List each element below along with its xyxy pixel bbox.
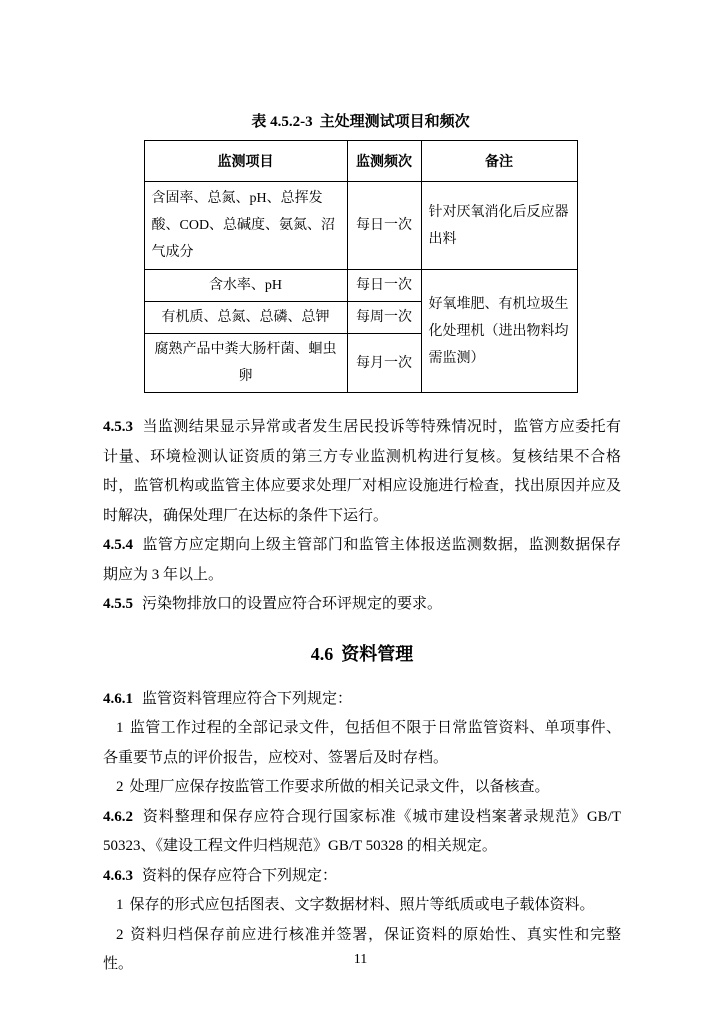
clause-text: 监管资料管理应符合下列规定： [142,690,353,707]
clause-text: 当监测结果显示异常或者发生居民投诉等特殊情况时，监管方应委托有计量、环境检测认证资质的第三方专业监测机构进行复核。复核结果不合格时，监管机构或监管主体应要求处理厂对相应设施进行检查，找出原因并应及时解决，确保处理厂在达标的条件下运行。 [103,419,621,524]
table-number: 表 4.5.2-3 [251,114,313,130]
clause-number: 4.5.5 [103,596,133,612]
table-title [0,0,721,132]
clause-4.6.3-item-1 [103,891,621,921]
clause-number: 4.5.4 [103,537,133,553]
cell-note: 针对厌氧消化后反应器出料 [421,182,577,270]
clause-number: 4.6.2 [103,808,133,825]
clause-4.5.4 [103,531,621,590]
column-header-note: 备注 [421,141,577,182]
column-header-frequency: 监测频次 [347,141,421,182]
clause-text: 污染物排放口的设置应符合环评规定的要求。 [142,596,443,612]
clause-number: 4.5.3 [103,419,133,435]
clause-4.6.3 [103,862,621,892]
clause-4.5.3 [103,413,621,531]
section-heading-4.6 [103,639,621,669]
clause-4.6.1-item-2 [103,773,621,803]
table-row [144,270,577,302]
clause-number: 4.6.3 [103,867,133,884]
cell-item: 含水率、pH [144,270,347,302]
item-text: 资料归档保存前应进行核准并签署，保证资料的原始性、真实性和完整性。 [103,926,621,972]
cell-frequency: 每月一次 [347,334,421,393]
clause-4.6.3-item-2 [103,921,621,980]
item-text: 处理厂应保存按监管工作要求所做的相关记录文件，以备核查。 [129,779,550,795]
clause-text: 资料的保存应符合下列规定： [142,867,338,884]
section-number: 4.6 [310,643,334,664]
cell-note-merged: 好氧堆肥、有机垃圾生化处理机（进出物料均需监测） [421,270,577,393]
clause-number: 4.6.1 [103,690,133,707]
item-text: 保存的形式应包括图表、文字数据材料、照片等纸质或电子载体资料。 [129,897,595,913]
table-title-text: 主处理测试项目和频次 [319,114,470,130]
clause-4.6.2 [103,803,621,862]
cell-item: 有机质、总氮、总磷、总钾 [144,302,347,334]
clause-4.5.5 [103,590,621,620]
item-number: 1 [116,897,124,913]
body-text-column [0,413,721,980]
item-number: 2 [116,779,124,795]
clause-4.6.1 [103,685,621,715]
cell-frequency: 每日一次 [347,270,421,302]
column-header-item: 监测项目 [144,141,347,182]
item-number: 1 [116,720,124,736]
item-number: 2 [116,926,124,943]
table-header-row [144,141,577,182]
clause-4.6.1-item-1 [103,714,621,773]
cell-frequency: 每周一次 [347,302,421,334]
page-number: 11 [353,952,368,967]
section-label: 资料管理 [341,643,414,664]
item-text: 监管工作过程的全部记录文件，包括但不限于日常监管资料、单项事件、各重要节点的评价报告，应校对、签署后及时存档。 [103,720,621,766]
cell-item: 腐熟产品中粪大肠杆菌、蛔虫卵 [144,334,347,393]
cell-frequency: 每日一次 [347,182,421,270]
cell-item: 含固率、总氮、pH、总挥发酸、COD、总碱度、氨氮、沼气成分 [144,182,347,270]
clause-text: 监管方应定期向上级主管部门和监管主体报送监测数据，监测数据保存期应为 3 年以上。 [103,537,621,583]
clause-text: 资料整理和保存应符合现行国家标准《城市建设档案著录规范》GB/T 50323、《建设工程文件归档规范》GB/T 50328 的相关规定。 [103,808,621,854]
table-row [144,182,577,270]
monitoring-table [144,140,578,393]
